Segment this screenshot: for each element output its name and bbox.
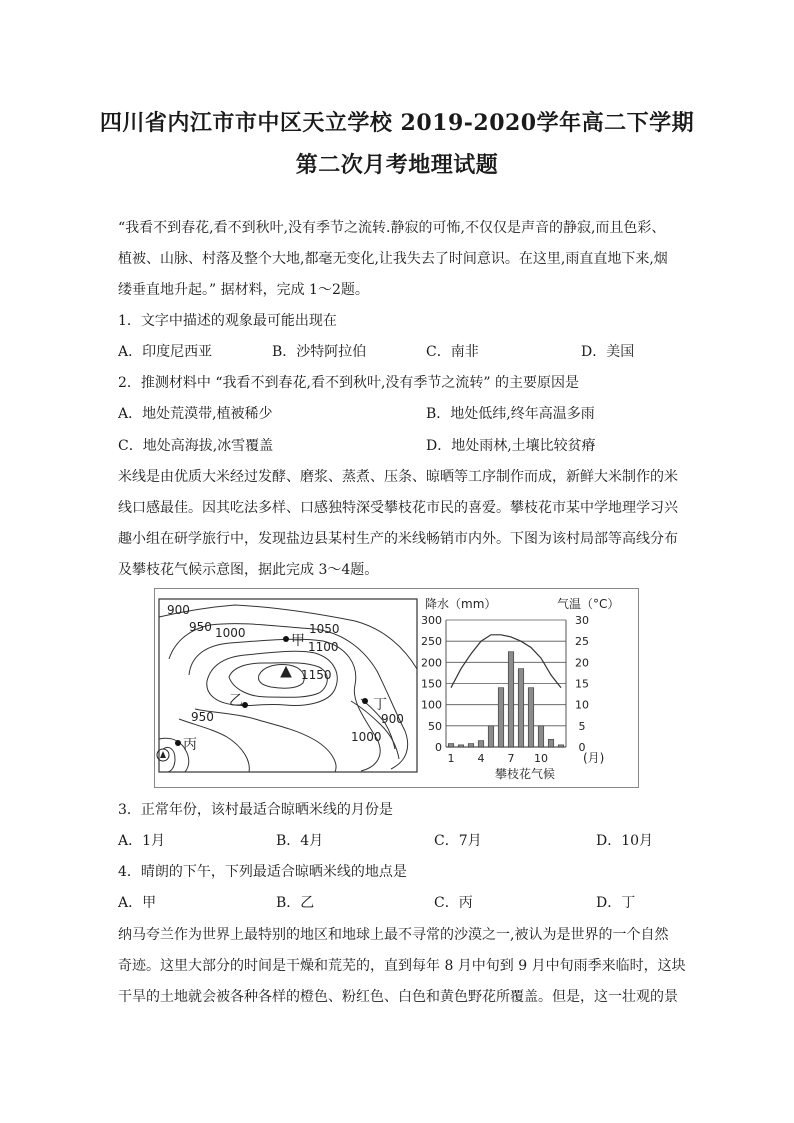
marker-bing: [175, 740, 181, 746]
material2-line-1: 米线是由优质大米经过发酵、磨浆、蒸煮、压条、晾晒等工序制作而成，新鲜大米制作的米: [118, 469, 678, 485]
place-yi: 乙: [229, 693, 243, 709]
left-tick-50: 50: [428, 719, 442, 733]
title-line-2: 第二次月考地理试题: [295, 152, 499, 178]
right-tick-20: 20: [575, 656, 589, 670]
material3-line-3: 干旱的土地就会被各种各样的橙色、粉红色、白色和黄色野花所覆盖。但是，这一壮观的景: [118, 989, 678, 1005]
label-1000b: 1000: [351, 730, 382, 744]
label-1050: 1050: [309, 622, 340, 636]
precip-bar-11: [548, 739, 554, 747]
precip-bar-1: [448, 744, 454, 747]
q3-option-c[interactable]: C．7月: [434, 833, 482, 849]
place-bing: 丙: [183, 737, 197, 753]
right-tick-5: 5: [578, 719, 586, 733]
material2-line-3: 趣小组在研学旅行中，发现盐边县某村生产的米线畅销市内外。下图为该村局部等高线分布: [118, 531, 678, 547]
climate-chart: [421, 596, 619, 781]
label-950b: 950: [191, 710, 214, 724]
place-ding: 丁: [373, 697, 387, 713]
q4-option-d[interactable]: D．丁: [596, 895, 636, 911]
q2-option-d[interactable]: D．地处雨林,土壤比较贫瘠: [426, 438, 596, 454]
material1-line-1: “我看不到春花,看不到秋叶,没有季节之流转.静寂的可怖,不仅仅是声音的静寂,而且色彩、: [118, 220, 666, 236]
precip-bar-9: [528, 688, 534, 747]
q4-stem: 4．晴朗的下午，下列最适合晾晒米线的地点是: [118, 864, 407, 880]
precip-bar-12: [558, 745, 564, 747]
q3-option-b[interactable]: B．4月: [276, 833, 324, 849]
precip-bar-10: [538, 726, 544, 747]
precip-bar-2: [458, 745, 464, 747]
q1-option-a[interactable]: A．印度尼西亚: [118, 344, 213, 360]
q2-stem: 2．推测材料中 “我看不到春花,看不到秋叶,没有季节之流转” 的主要原因是: [118, 375, 580, 391]
material1-line-2: 植被、山脉、村落及整个大地,都毫无变化,让我失去了时间意识。在这里,雨直直地下来,烟: [118, 251, 668, 267]
marker-jia: [283, 636, 289, 642]
label-1000a: 1000: [215, 626, 246, 640]
left-tick-250: 250: [421, 635, 442, 649]
q4-option-c[interactable]: C．丙: [434, 895, 473, 911]
q1-option-d[interactable]: D．美国: [581, 344, 635, 360]
material3-line-2: 奇迹。这里大部分的时间是干燥和荒芜的，直到每年 8 月中旬到 9 月中旬雨季来临时，这块: [118, 958, 686, 974]
material2-line-2: 线口感最佳。因其吃法多样、口感独特深受攀枝花市民的喜爱。攀枝花市某中学地理学习兴: [118, 500, 678, 516]
left-tick-300: 300: [421, 614, 442, 627]
label-900b: 900: [381, 712, 404, 726]
q2-option-c[interactable]: C．地处高海拔,冰雪覆盖: [118, 438, 274, 454]
figure-frame: [154, 588, 639, 788]
q1-option-c[interactable]: C．南非: [426, 344, 479, 360]
right-tick-25: 25: [575, 635, 589, 649]
q3-stem: 3．正常年份，该村最适合晾晒米线的月份是: [118, 802, 393, 818]
chart-ylabel-left: 降水（mm）: [425, 597, 497, 611]
x-tick-1: 1: [447, 752, 455, 765]
left-tick-200: 200: [421, 656, 442, 670]
left-tick-0: 0: [435, 741, 442, 754]
marker-ding: [362, 698, 368, 704]
label-950a: 950: [189, 620, 212, 634]
q2-option-a[interactable]: A．地处荒漠带,植被稀少: [118, 406, 273, 422]
right-tick-0: 0: [578, 741, 586, 754]
label-1100: 1100: [308, 640, 339, 654]
chart-title: 攀枝花气候: [495, 767, 556, 781]
precip-bar-3: [468, 744, 474, 747]
material2-line-4: 及攀枝花气候示意图，据此完成 3～4题。: [118, 562, 379, 578]
place-jia: 甲: [291, 633, 305, 649]
right-tick-10: 10: [575, 698, 589, 712]
mountain-peak-icon: [281, 667, 291, 677]
precip-bar-7: [508, 652, 514, 747]
q3-option-a[interactable]: A．1月: [118, 833, 166, 849]
q4-option-a[interactable]: A．甲: [118, 895, 157, 911]
material3-line-1: 纳马夸兰作为世界上最特别的地区和地球上最不寻常的沙漠之一,被认为是世界的一个自然: [118, 927, 669, 943]
chart-ylabel-right: 气温（°C）: [557, 597, 620, 611]
temperature-line: [451, 635, 561, 688]
contour-950-outer: [169, 624, 408, 769]
q1-stem: 1．文字中描述的观象最可能出现在: [118, 313, 337, 329]
x-tick-10: 10: [534, 752, 548, 765]
contour-bing-hill: [163, 747, 175, 772]
figure-svg: [155, 589, 640, 789]
label-900a: 900: [167, 603, 190, 617]
material1-line-3: 缕垂直地升起。” 据材料，完成 1～2题。: [118, 282, 369, 298]
precip-bar-4: [478, 741, 484, 747]
contour-950-inner: [195, 709, 336, 772]
precip-bar-5: [488, 726, 494, 747]
q4-option-b[interactable]: B．乙: [276, 895, 315, 911]
label-1150: 1150: [301, 668, 332, 682]
q1-option-b[interactable]: B．沙特阿拉伯: [272, 344, 367, 360]
title-line-1: 四川省内江市市中区天立学校 2019-2020学年高二下学期: [99, 110, 695, 136]
precip-bar-6: [498, 688, 504, 747]
q2-option-b[interactable]: B．地处低纬,终年高温多雨: [426, 406, 595, 422]
precip-bar-8: [518, 669, 524, 747]
left-tick-100: 100: [421, 698, 442, 712]
right-tick-30: 30: [575, 614, 589, 627]
x-tick-7: 7: [507, 752, 515, 765]
left-tick-150: 150: [421, 677, 442, 691]
right-tick-15: 15: [575, 677, 589, 691]
x-tick-4: 4: [477, 752, 485, 765]
chart-xlabel: (月): [583, 751, 605, 765]
q3-option-d[interactable]: D．10月: [596, 833, 654, 849]
